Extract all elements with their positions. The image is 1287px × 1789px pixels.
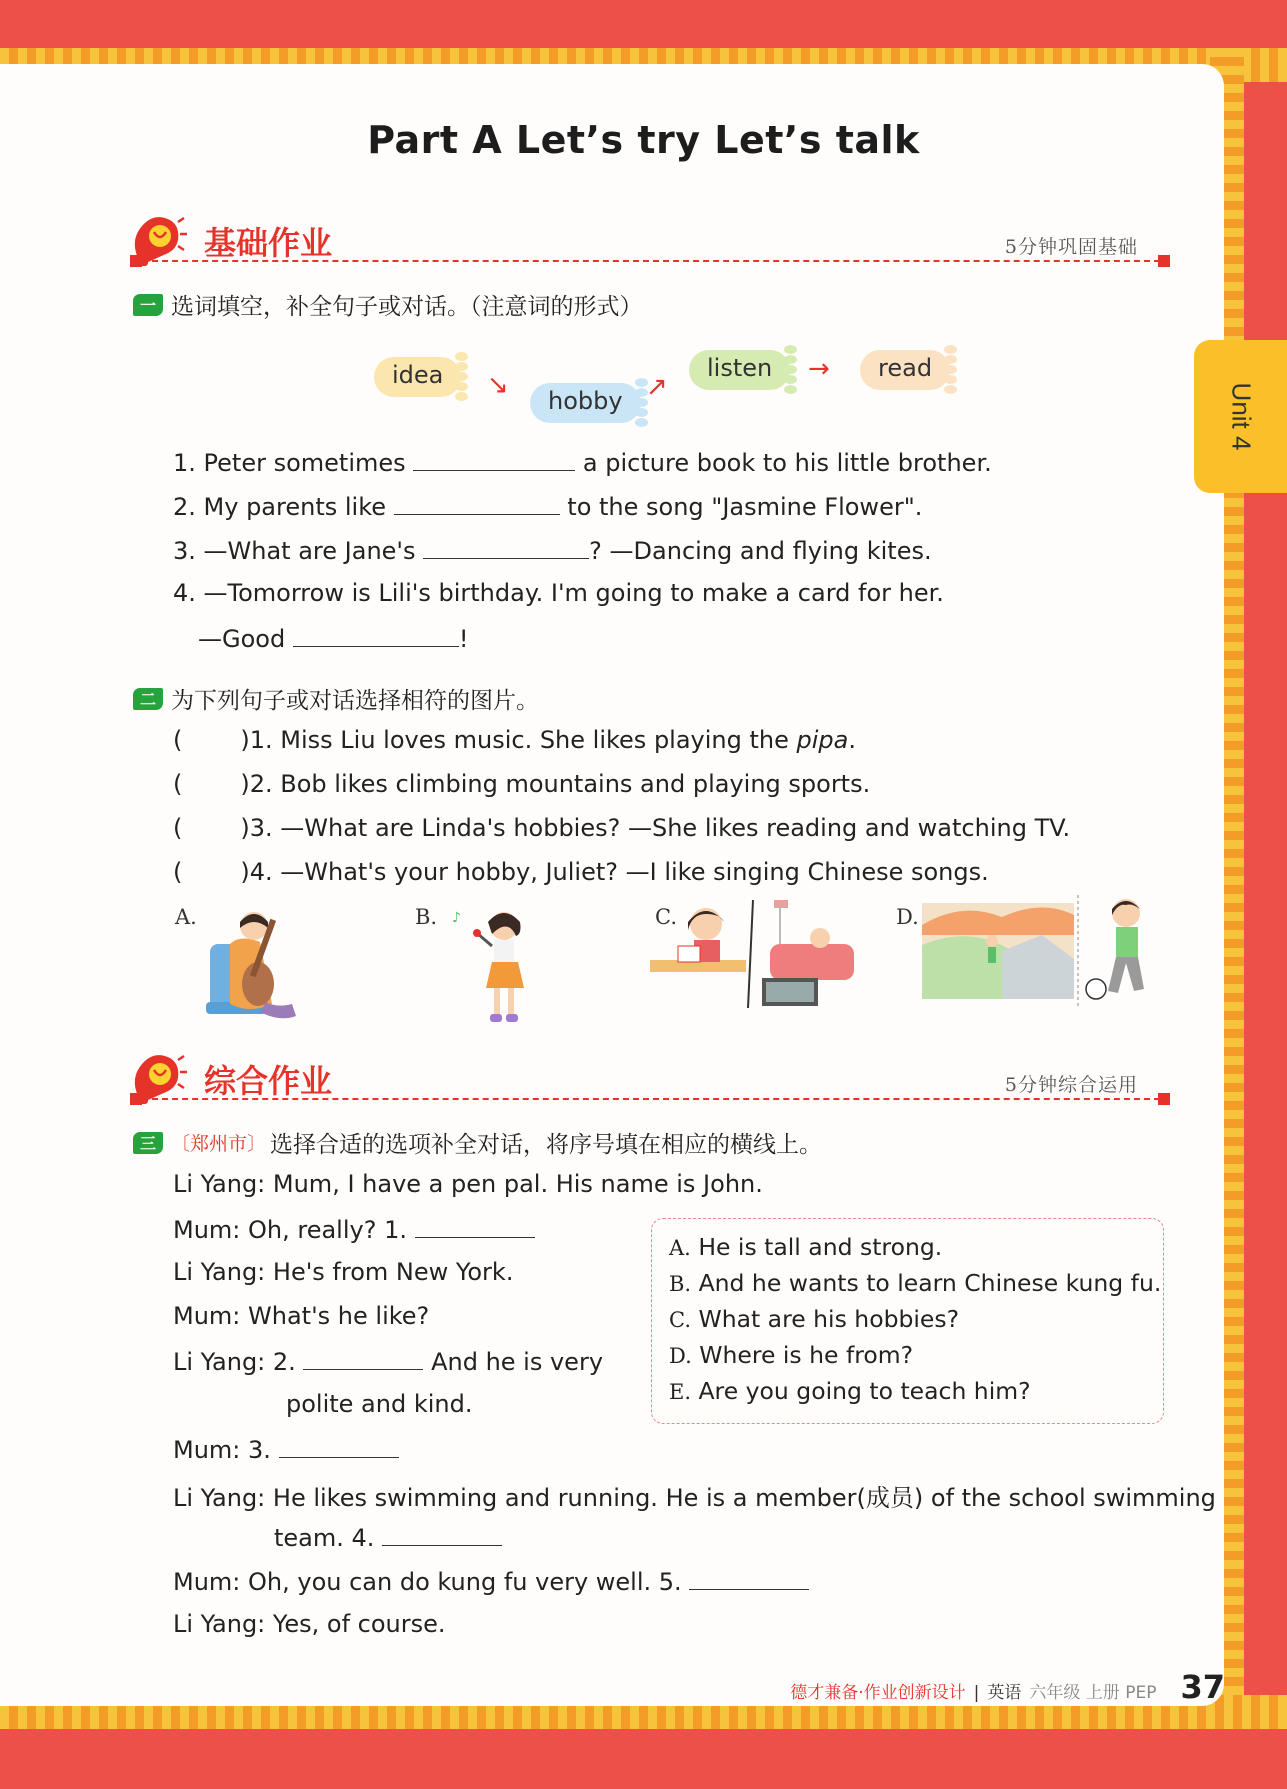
arrow-icon: ↗ <box>646 372 668 402</box>
dialogue-line-8: Li Yang: He likes swimming and running. He is a member(成员) of the school swimming <box>173 1484 1216 1512</box>
answer-blank[interactable] <box>415 1214 535 1238</box>
word-bubble-listen <box>689 345 797 394</box>
dialogue-line-3: Li Yang: He's from New York. <box>173 1258 514 1286</box>
question-1-instruction: 选词填空，补全句子或对话。（注意词的形式） <box>171 294 643 320</box>
climbing-and-football-illustration <box>922 895 1176 1007</box>
question-2-instruction: 为下列句子或对话选择相符的图片。 <box>171 688 539 714</box>
q1-sentence-4-reply: —Good ! <box>198 625 469 653</box>
answer-blank[interactable] <box>689 1566 809 1590</box>
section-basic-header <box>128 210 1170 270</box>
dash-end-marker <box>1158 1093 1170 1105</box>
answer-blank[interactable] <box>413 447 575 471</box>
word-bubble-label: read <box>860 350 950 390</box>
option-b[interactable]: B. And he wants to learn Chinese kung fu. <box>669 1269 1162 1297</box>
section-divider <box>132 1098 1170 1100</box>
section-comprehensive-header <box>128 1048 1170 1108</box>
pipa-player-illustration <box>200 904 310 1026</box>
word-bubble-label: listen <box>689 350 790 390</box>
question-3-badge: 三 <box>133 1132 163 1154</box>
reading-and-tv-illustration <box>650 900 862 1008</box>
question-2-header <box>133 682 539 715</box>
singing-girl-illustration <box>448 904 548 1026</box>
page-title: Part A Let’s try Let’s talk <box>367 118 920 162</box>
options-box <box>651 1218 1164 1424</box>
q2-item-2: ( )2. Bob likes climbing mountains and playing sports. <box>173 770 871 798</box>
picture-label-a: A. <box>175 905 197 929</box>
dialogue-line-4: Mum: What's he like? <box>173 1302 430 1330</box>
dialogue-line-5: Li Yang: 2. And he is very <box>173 1348 604 1376</box>
answer-blank[interactable] <box>382 1522 502 1546</box>
q2-item-3: ( )3. —What are Linda's hobbies? —She likes reading and watching TV. <box>173 814 1071 842</box>
footer-separator: | <box>973 1683 980 1703</box>
arrow-icon: → <box>808 354 830 384</box>
question-3-region-tag: 〔郑州市〕 <box>171 1133 267 1155</box>
option-e[interactable]: E. Are you going to teach him? <box>669 1377 1031 1405</box>
word-bubble-label: hobby <box>530 383 641 423</box>
dialogue-line-11: Li Yang: Yes, of course. <box>173 1610 446 1638</box>
footer-subject: 英语 <box>987 1683 1022 1703</box>
picture-label-b: B. <box>415 905 438 929</box>
question-1-header <box>133 288 643 321</box>
footer-brand: 德才兼备·作业创新设计 <box>790 1683 966 1703</box>
answer-blank[interactable] <box>394 491 560 515</box>
option-d[interactable]: D. Where is he from? <box>669 1341 914 1369</box>
picture-label-c: C. <box>655 905 677 929</box>
section-comprehensive-title: 综合作业 <box>204 1062 333 1100</box>
unit-tab-label: Unit 4 <box>1225 382 1256 451</box>
question-3-instruction: 选择合适的选项补全对话，将序号填在相应的横线上。 <box>270 1132 823 1158</box>
word-bubble-hobby <box>530 378 648 427</box>
picture-label-d: D. <box>896 905 919 929</box>
dialogue-line-10: Mum: Oh, you can do kung fu very well. 5. <box>173 1566 809 1596</box>
option-a[interactable]: A. He is tall and strong. <box>669 1233 943 1261</box>
page-number: 37 <box>1180 1668 1225 1706</box>
option-c[interactable]: C. What are his hobbies? <box>669 1305 960 1333</box>
dialogue-line-1: Li Yang: Mum, I have a pen pal. His name is John. <box>173 1170 763 1198</box>
svg-text:♪: ♪ <box>452 910 461 926</box>
dialogue-line-6: polite and kind. <box>286 1390 473 1418</box>
question-3-header <box>133 1126 822 1159</box>
dialogue-line-9: team. 4. <box>274 1522 502 1552</box>
dialogue-line-7: Mum: 3. <box>173 1434 399 1464</box>
word-bubble-read <box>860 345 957 394</box>
footer-grade: 六年级 上册 PEP <box>1029 1683 1157 1703</box>
question-2-badge: 二 <box>133 688 163 710</box>
arrow-icon: ↘ <box>487 370 509 400</box>
page-footer <box>790 1668 1225 1706</box>
section-basic-title: 基础作业 <box>204 224 333 262</box>
q2-item-1: ( )1. Miss Liu loves music. She likes playing the pipa. <box>173 726 856 754</box>
question-1-badge: 一 <box>133 294 163 316</box>
dash-end-marker <box>1158 255 1170 267</box>
answer-blank[interactable] <box>293 623 459 647</box>
q1-sentence-2: 2. My parents like to the song "Jasmine Flower". <box>173 493 923 521</box>
word-bubble-idea <box>374 352 468 401</box>
q1-sentence-4: 4. —Tomorrow is Lili's birthday. I'm going to make a card for her. <box>173 579 944 607</box>
answer-blank[interactable] <box>423 535 589 559</box>
dialogue-line-2: Mum: Oh, really? 1. <box>173 1214 535 1244</box>
answer-blank[interactable] <box>279 1434 399 1458</box>
word-bubble-label: idea <box>374 357 461 397</box>
q1-sentence-3: 3. —What are Jane's ? —Dancing and flying kites. <box>173 537 932 565</box>
section-divider <box>132 260 1170 262</box>
q2-item-4: ( )4. —What's your hobby, Juliet? —I like singing Chinese songs. <box>173 858 989 886</box>
section-basic-note: 5分钟巩固基础 <box>1004 236 1138 258</box>
unit-tab[interactable] <box>1194 340 1287 493</box>
q1-sentence-1: 1. Peter sometimes a picture book to his little brother. <box>173 449 992 477</box>
answer-blank[interactable] <box>303 1346 423 1370</box>
section-comprehensive-note: 5分钟综合运用 <box>1004 1074 1138 1096</box>
